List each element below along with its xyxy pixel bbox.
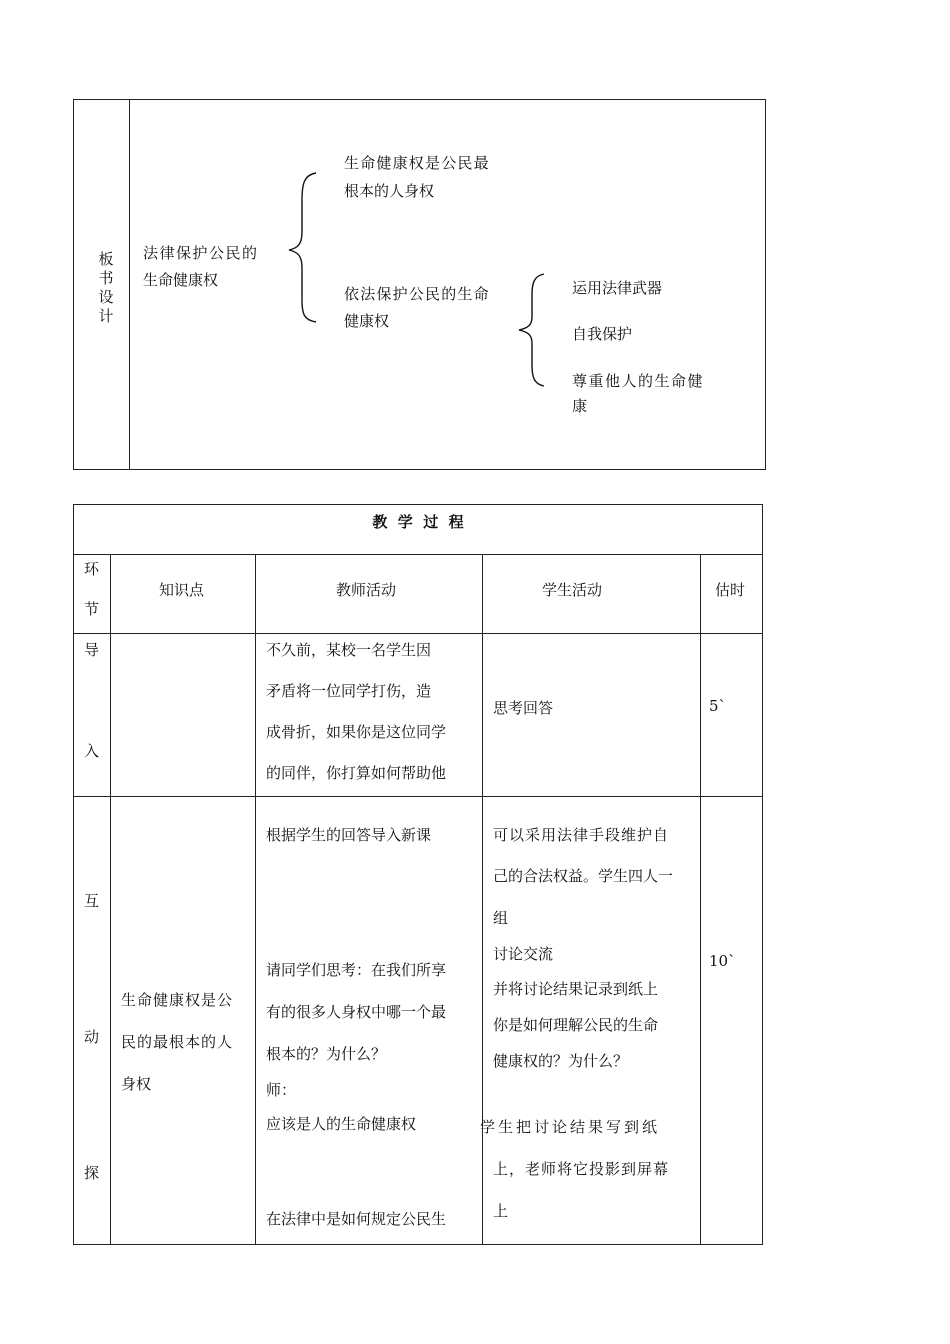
board-divider <box>129 99 130 470</box>
process-table <box>73 504 763 1245</box>
header-knowledge-label: 知识点 <box>159 581 205 599</box>
table-title-cell <box>74 505 763 555</box>
stage-char: 导 <box>84 641 100 659</box>
header-stage-char: 环 <box>84 560 100 578</box>
student-line: 学生把讨论结果写到纸 <box>480 1118 661 1136</box>
root-topic-line: 生命健康权 <box>143 271 219 289</box>
header-time <box>701 555 763 634</box>
branch2-line: 依法保护公民的生命 <box>344 285 490 303</box>
header-teacher-label: 教师活动 <box>336 581 397 599</box>
teacher-line: 矛盾将一位同学打伤，造 <box>266 682 432 700</box>
header-teacher <box>256 555 483 634</box>
student-line: 思考回答 <box>493 699 554 717</box>
branch1-line: 生命健康权是公民最 <box>344 154 490 172</box>
knowledge-cell <box>111 634 256 797</box>
header-stage-char: 节 <box>84 600 100 618</box>
stage-char: 互 <box>84 892 100 910</box>
sub-item: 尊重他人的生命健 <box>572 372 705 390</box>
table-row <box>74 797 763 1245</box>
time-value: 5` <box>709 697 727 715</box>
teacher-cell <box>256 797 483 1245</box>
left-brace-icon <box>516 273 548 387</box>
stage-char: 探 <box>84 1164 100 1182</box>
student-line: 上 <box>493 1202 509 1220</box>
time-cell <box>701 634 763 797</box>
teacher-line: 不久前，某校一名学生因 <box>266 641 432 659</box>
header-student <box>483 555 701 634</box>
table-row <box>74 634 763 797</box>
sub-item: 运用法律武器 <box>572 279 663 297</box>
teacher-line: 有的很多人身权中哪一个最 <box>266 1003 447 1021</box>
student-cell <box>483 634 701 797</box>
student-line: 并将讨论结果记录到纸上 <box>493 980 659 998</box>
header-stage <box>74 555 111 634</box>
branch2-line: 健康权 <box>344 312 390 330</box>
teacher-cell <box>256 634 483 797</box>
sub-item-cut-wrap <box>572 396 588 415</box>
student-line: 组 <box>493 909 509 927</box>
student-line: 上，老师将它投影到屏幕 <box>493 1160 670 1178</box>
header-row <box>74 555 763 634</box>
board-label-char: 计 <box>98 307 114 325</box>
left-brace-icon <box>286 172 322 324</box>
stage-cell <box>74 634 111 797</box>
stage-cell <box>74 797 111 1245</box>
board-label-char: 设 <box>98 288 114 306</box>
branch1-line: 根本的人身权 <box>344 182 435 200</box>
time-value: 10` <box>709 952 736 970</box>
header-knowledge <box>111 555 256 634</box>
sub-item: 自我保护 <box>572 325 633 343</box>
knowledge-cell <box>111 797 256 1245</box>
teacher-line: 师： <box>266 1081 297 1099</box>
process-title: 教 学 过 程 <box>372 513 464 531</box>
knowledge-line: 身权 <box>121 1075 152 1093</box>
table-title-row <box>74 505 763 555</box>
time-cell <box>701 797 763 1245</box>
knowledge-line: 民的最根本的人 <box>121 1033 234 1051</box>
student-line: 你是如何理解公民的生命 <box>493 1016 659 1034</box>
teacher-line: 成骨折，如果你是这位同学 <box>266 723 447 741</box>
student-line: 讨论交流 <box>493 945 554 963</box>
header-student-label: 学生活动 <box>542 581 603 599</box>
teacher-line: 应该是人的生命健康权 <box>266 1115 417 1133</box>
board-label-char: 板 <box>98 250 114 268</box>
knowledge-line: 生命健康权是公 <box>121 991 234 1009</box>
teacher-line: 根据学生的回答导入新课 <box>266 826 432 844</box>
teacher-line: 请同学们思考：在我们所享 <box>266 961 447 979</box>
root-topic-line: 法律保护公民的 <box>143 244 259 262</box>
teacher-line: 在法律中是如何规定公民生 <box>266 1210 447 1228</box>
stage-char: 动 <box>84 1028 100 1046</box>
teacher-line: 根本的？为什么？ <box>266 1045 387 1063</box>
sub-item-cut: 康 <box>572 397 588 415</box>
stage-char: 入 <box>84 742 100 760</box>
teacher-line: 的同伴，你打算如何帮助他 <box>266 764 447 782</box>
board-label-char: 书 <box>98 269 114 287</box>
student-line: 可以采用法律手段维护自 <box>493 826 670 844</box>
student-line: 己的合法权益。学生四人一 <box>493 867 674 885</box>
student-line: 健康权的？为什么？ <box>493 1052 629 1070</box>
header-time-label: 估时 <box>715 581 746 599</box>
student-cell <box>480 797 701 1245</box>
